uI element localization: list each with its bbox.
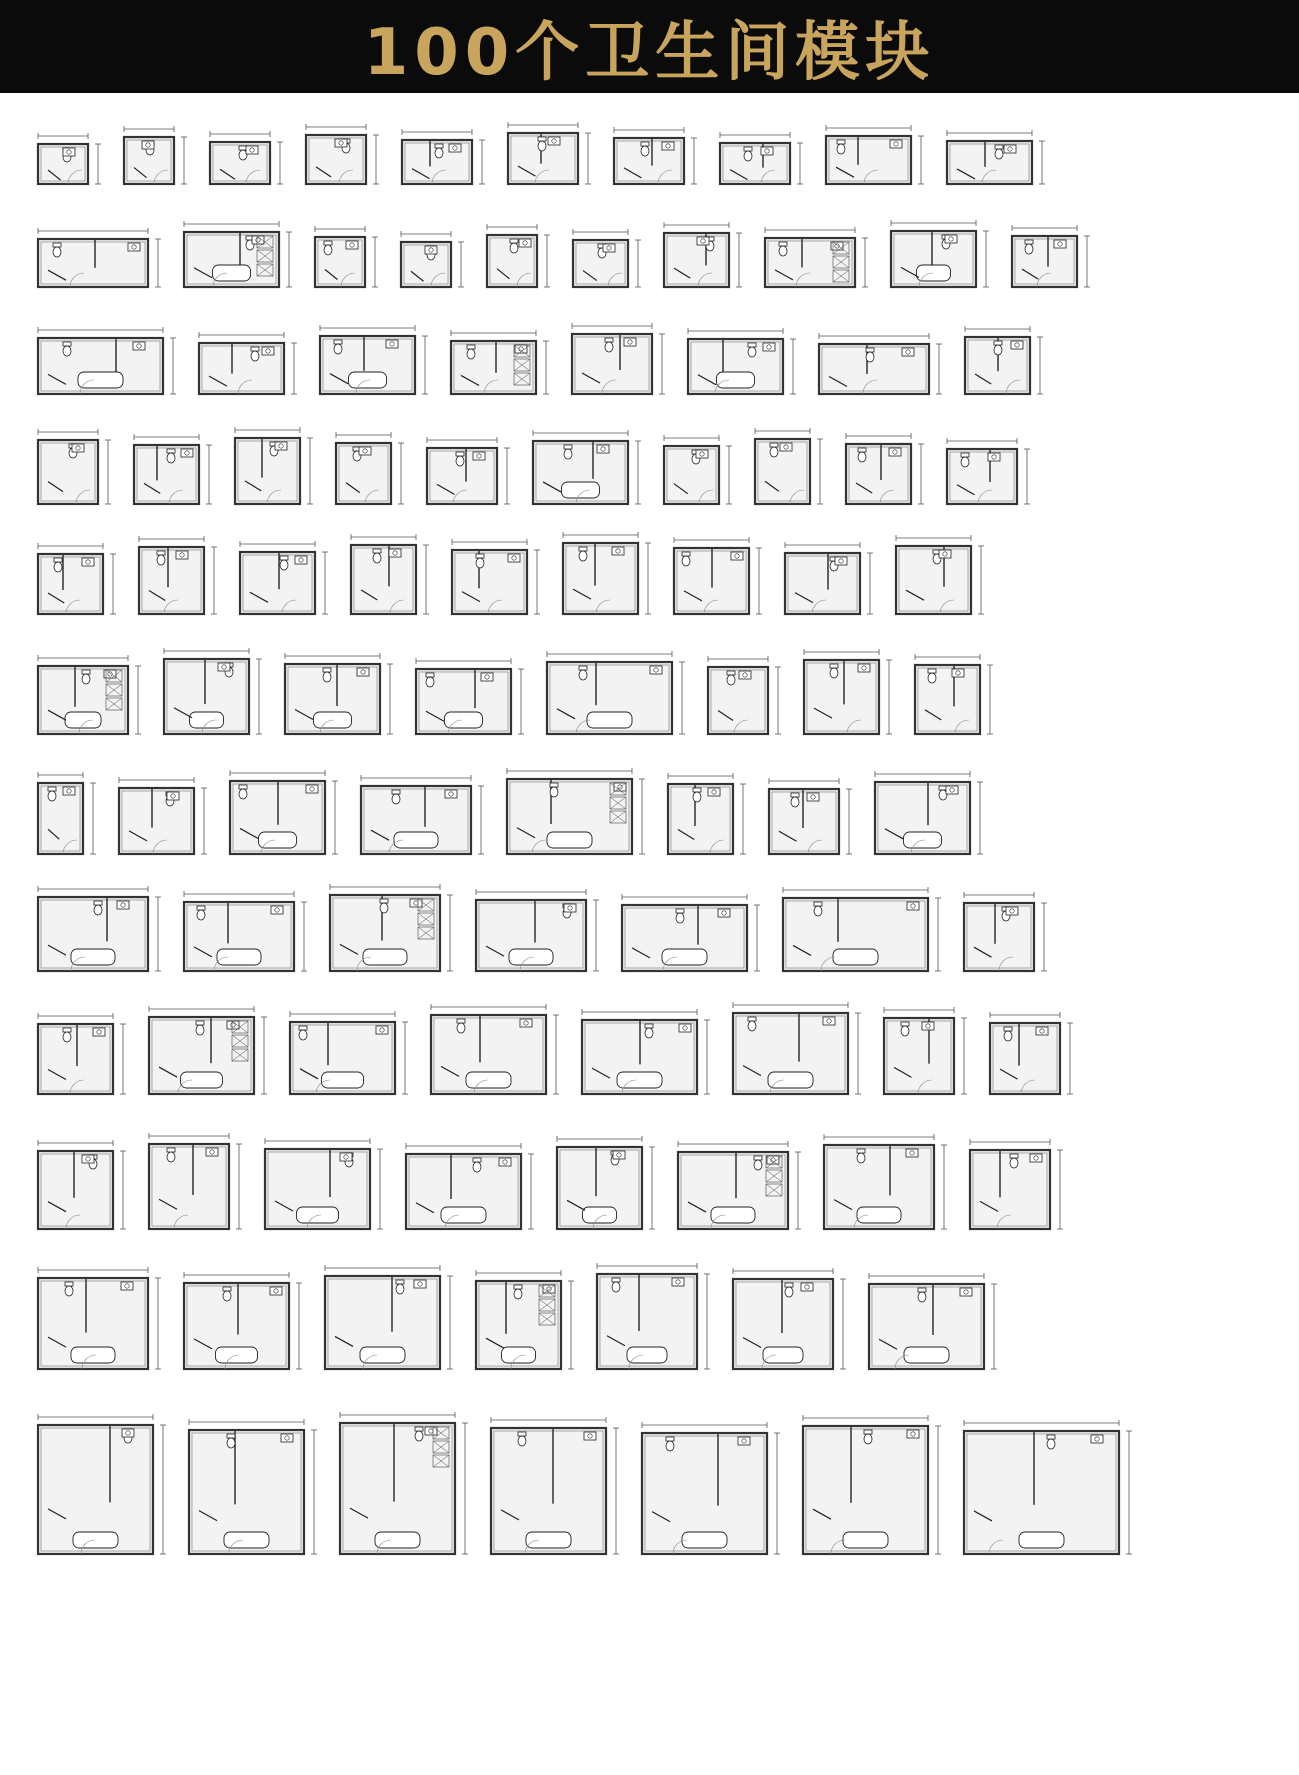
bathroom-floor-plan-icon <box>134 433 213 510</box>
bathroom-floor-plan-icon <box>38 654 142 740</box>
bathroom-module <box>340 1411 469 1560</box>
bathroom-module <box>642 1421 781 1560</box>
bathroom-floor-plan-icon <box>674 536 763 620</box>
bathroom-module <box>915 653 994 740</box>
bathroom-floor-plan-icon <box>819 332 943 400</box>
bathroom-floor-plan-icon <box>720 131 804 190</box>
bathroom-floor-plan-icon <box>427 436 511 510</box>
bathroom-floor-plan-icon <box>406 1142 535 1235</box>
bathroom-floor-plan-icon <box>210 130 284 190</box>
bathroom-module <box>149 1132 243 1235</box>
bathroom-module <box>184 220 293 293</box>
module-row <box>38 980 1278 1100</box>
bathroom-module <box>235 426 314 510</box>
bathroom-floor-plan-icon <box>139 535 218 620</box>
bathroom-floor-plan-icon <box>765 226 869 293</box>
bathroom-floor-plan-icon <box>416 657 525 740</box>
bathroom-floor-plan-icon <box>336 431 405 510</box>
bathroom-module <box>964 891 1048 977</box>
bathroom-floor-plan-icon <box>896 534 985 620</box>
bathroom-floor-plan-icon <box>184 1271 303 1375</box>
bathroom-floor-plan-icon <box>947 437 1031 510</box>
bathroom-module <box>875 770 984 860</box>
bathroom-floor-plan-icon <box>804 648 893 740</box>
bathroom-floor-plan-icon <box>38 428 112 510</box>
bathroom-module <box>785 541 874 620</box>
bathroom-floor-plan-icon <box>38 227 162 293</box>
bathroom-module <box>119 776 208 860</box>
bathroom-floor-plan-icon <box>149 1005 268 1100</box>
bathroom-floor-plan-icon <box>688 327 797 400</box>
bathroom-module <box>38 654 142 740</box>
bathroom-floor-plan-icon <box>164 647 263 740</box>
bathroom-module <box>38 885 162 977</box>
bathroom-floor-plan-icon <box>547 650 686 740</box>
bathroom-floor-plan-icon <box>240 540 329 620</box>
module-row <box>38 1240 1278 1375</box>
bathroom-floor-plan-icon <box>597 1262 711 1375</box>
bathroom-floor-plan-icon <box>38 1012 127 1100</box>
bathroom-module <box>1012 224 1091 293</box>
bathroom-module <box>507 767 646 860</box>
bathroom-floor-plan-icon <box>1012 224 1091 293</box>
bathroom-module <box>563 531 652 620</box>
bathroom-module <box>720 131 804 190</box>
bathroom-floor-plan-icon <box>361 774 485 860</box>
bathroom-module <box>320 324 429 400</box>
bathroom-module <box>476 1269 575 1375</box>
bathroom-module <box>688 327 797 400</box>
bathroom-floor-plan-icon <box>38 771 97 860</box>
bathroom-floor-plan-icon <box>38 1266 162 1375</box>
bathroom-module <box>149 1005 268 1100</box>
bathroom-module <box>431 1003 560 1100</box>
bathroom-floor-plan-icon <box>230 769 339 860</box>
bathroom-module <box>869 1272 998 1375</box>
bathroom-module <box>38 1413 167 1560</box>
bathroom-floor-plan-icon <box>451 329 550 400</box>
bathroom-module <box>965 325 1044 400</box>
bathroom-floor-plan-icon <box>431 1003 560 1100</box>
bathroom-module <box>285 652 394 740</box>
bathroom-floor-plan-icon <box>572 322 666 400</box>
bathroom-floor-plan-icon <box>189 1418 318 1560</box>
bathroom-floor-plan-icon <box>402 128 486 190</box>
bathroom-module <box>547 650 686 740</box>
bathroom-floor-plan-icon <box>990 1011 1074 1100</box>
bathroom-floor-plan-icon <box>664 434 733 510</box>
bathroom-module <box>678 1140 802 1235</box>
bathroom-module <box>947 129 1046 190</box>
bathroom-floor-plan-icon <box>785 541 874 620</box>
bathroom-module <box>803 1414 942 1560</box>
module-row <box>38 745 1278 860</box>
bathroom-module <box>846 432 925 510</box>
bathroom-module <box>124 125 188 190</box>
page-header <box>0 0 1299 93</box>
bathroom-module <box>664 434 733 510</box>
bathroom-floor-plan-icon <box>508 121 592 190</box>
bathroom-floor-plan-icon <box>452 538 541 620</box>
bathroom-module <box>614 126 698 190</box>
bathroom-module <box>708 655 782 740</box>
bathroom-module <box>134 433 213 510</box>
bathroom-floor-plan-icon <box>38 885 162 977</box>
bathroom-floor-plan-icon <box>38 1413 167 1560</box>
bathroom-module <box>330 883 454 977</box>
module-row <box>38 405 1278 510</box>
bathroom-floor-plan-icon <box>964 891 1048 977</box>
bathroom-module <box>240 540 329 620</box>
module-row <box>38 100 1278 190</box>
bathroom-floor-plan-icon <box>265 1137 384 1235</box>
bathroom-floor-plan-icon <box>733 1267 847 1375</box>
bathroom-module <box>804 648 893 740</box>
bathroom-floor-plan-icon <box>285 652 394 740</box>
bathroom-module <box>38 771 97 860</box>
bathroom-module <box>891 219 990 293</box>
bathroom-module <box>452 538 541 620</box>
module-row <box>38 300 1278 400</box>
bathroom-module <box>164 647 263 740</box>
bathroom-floor-plan-icon <box>38 326 177 400</box>
bathroom-module <box>582 1008 711 1100</box>
bathroom-floor-plan-icon <box>803 1414 942 1560</box>
bathroom-module <box>947 437 1031 510</box>
bathroom-floor-plan-icon <box>573 228 642 293</box>
bathroom-module <box>361 774 485 860</box>
bathroom-floor-plan-icon <box>582 1008 711 1100</box>
bathroom-module <box>402 128 486 190</box>
bathroom-module <box>733 1001 862 1100</box>
bathroom-module <box>406 1142 535 1235</box>
bathroom-floor-plan-icon <box>306 123 380 190</box>
bathroom-floor-plan-icon <box>320 324 429 400</box>
bathroom-floor-plan-icon <box>38 132 102 190</box>
bathroom-floor-plan-icon <box>315 225 379 293</box>
bathroom-floor-plan-icon <box>487 223 551 293</box>
module-row <box>38 1390 1278 1560</box>
bathroom-floor-plan-icon <box>824 1133 948 1235</box>
bathroom-floor-plan-icon <box>290 1010 409 1100</box>
bathroom-module <box>783 886 942 977</box>
bathroom-module <box>487 223 551 293</box>
bathroom-module <box>199 331 298 400</box>
bathroom-floor-plan-icon <box>884 1006 968 1100</box>
bathroom-floor-plan-icon <box>678 1140 802 1235</box>
bathroom-module <box>476 888 600 977</box>
bathroom-module <box>765 226 869 293</box>
bathroom-module <box>290 1010 409 1100</box>
bathroom-module <box>733 1267 847 1375</box>
module-row <box>38 510 1278 620</box>
bathroom-floor-plan-icon <box>614 126 698 190</box>
bathroom-floor-plan-icon <box>124 125 188 190</box>
bathroom-floor-plan-icon <box>533 429 642 510</box>
bathroom-module <box>38 428 112 510</box>
bathroom-module-grid <box>0 100 1299 1765</box>
bathroom-floor-plan-icon <box>769 777 853 860</box>
bathroom-module <box>664 221 743 293</box>
bathroom-module <box>427 436 511 510</box>
bathroom-module <box>896 534 985 620</box>
bathroom-floor-plan-icon <box>964 1419 1133 1560</box>
bathroom-module <box>210 130 284 190</box>
bathroom-module <box>990 1011 1074 1100</box>
bathroom-floor-plan-icon <box>642 1421 781 1560</box>
bathroom-floor-plan-icon <box>869 1272 998 1375</box>
bathroom-floor-plan-icon <box>476 1269 575 1375</box>
bathroom-module <box>964 1419 1133 1560</box>
bathroom-module <box>622 893 761 977</box>
bathroom-module <box>38 227 162 293</box>
bathroom-floor-plan-icon <box>507 767 646 860</box>
bathroom-module <box>508 121 592 190</box>
bathroom-floor-plan-icon <box>340 1411 469 1560</box>
bathroom-floor-plan-icon <box>891 219 990 293</box>
module-row <box>38 625 1278 740</box>
bathroom-module <box>38 132 102 190</box>
bathroom-module <box>38 1266 162 1375</box>
bathroom-module <box>573 228 642 293</box>
bathroom-module <box>491 1416 620 1560</box>
bathroom-floor-plan-icon <box>875 770 984 860</box>
bathroom-floor-plan-icon <box>947 129 1046 190</box>
bathroom-module <box>572 322 666 400</box>
bathroom-floor-plan-icon <box>970 1138 1064 1235</box>
bathroom-floor-plan-icon <box>401 230 465 293</box>
bathroom-floor-plan-icon <box>476 888 600 977</box>
bathroom-module <box>769 777 853 860</box>
bathroom-module <box>557 1135 656 1235</box>
bathroom-module <box>755 427 824 510</box>
bathroom-floor-plan-icon <box>184 890 308 977</box>
bathroom-module <box>826 124 925 190</box>
bathroom-module <box>351 533 430 620</box>
bathroom-floor-plan-icon <box>38 1139 127 1235</box>
bathroom-floor-plan-icon <box>733 1001 862 1100</box>
bathroom-floor-plan-icon <box>325 1264 454 1375</box>
bathroom-floor-plan-icon <box>668 772 747 860</box>
bathroom-module <box>230 769 339 860</box>
bathroom-floor-plan-icon <box>915 653 994 740</box>
bathroom-floor-plan-icon <box>149 1132 243 1235</box>
bathroom-floor-plan-icon <box>184 220 293 293</box>
bathroom-floor-plan-icon <box>119 776 208 860</box>
bathroom-module <box>38 326 177 400</box>
bathroom-floor-plan-icon <box>965 325 1044 400</box>
bathroom-floor-plan-icon <box>557 1135 656 1235</box>
bathroom-floor-plan-icon <box>199 331 298 400</box>
bathroom-module <box>884 1006 968 1100</box>
bathroom-floor-plan-icon <box>563 531 652 620</box>
bathroom-module <box>597 1262 711 1375</box>
bathroom-module <box>184 1271 303 1375</box>
module-row <box>38 198 1278 293</box>
bathroom-module <box>451 329 550 400</box>
module-row <box>38 1110 1278 1235</box>
bathroom-module <box>184 890 308 977</box>
bathroom-floor-plan-icon <box>491 1416 620 1560</box>
bathroom-module <box>401 230 465 293</box>
bathroom-floor-plan-icon <box>783 886 942 977</box>
bathroom-module <box>306 123 380 190</box>
bathroom-module <box>336 431 405 510</box>
bathroom-module <box>265 1137 384 1235</box>
bathroom-module <box>533 429 642 510</box>
bathroom-module <box>139 535 218 620</box>
bathroom-floor-plan-icon <box>622 893 761 977</box>
bathroom-module <box>325 1264 454 1375</box>
bathroom-module <box>416 657 525 740</box>
bathroom-module <box>668 772 747 860</box>
bathroom-floor-plan-icon <box>351 533 430 620</box>
page-title: 100个卫生间模块 <box>363 15 936 90</box>
bathroom-floor-plan-icon <box>330 883 454 977</box>
bathroom-floor-plan-icon <box>664 221 743 293</box>
bathroom-module <box>38 1139 127 1235</box>
bathroom-module <box>674 536 763 620</box>
bathroom-floor-plan-icon <box>846 432 925 510</box>
bathroom-floor-plan-icon <box>708 655 782 740</box>
bathroom-floor-plan-icon <box>235 426 314 510</box>
bathroom-module <box>824 1133 948 1235</box>
bathroom-module <box>970 1138 1064 1235</box>
bathroom-module <box>38 542 117 620</box>
bathroom-module <box>315 225 379 293</box>
bathroom-floor-plan-icon <box>755 427 824 510</box>
module-row <box>38 862 1278 977</box>
bathroom-floor-plan-icon <box>826 124 925 190</box>
bathroom-module <box>189 1418 318 1560</box>
bathroom-module <box>38 1012 127 1100</box>
bathroom-floor-plan-icon <box>38 542 117 620</box>
bathroom-module <box>819 332 943 400</box>
